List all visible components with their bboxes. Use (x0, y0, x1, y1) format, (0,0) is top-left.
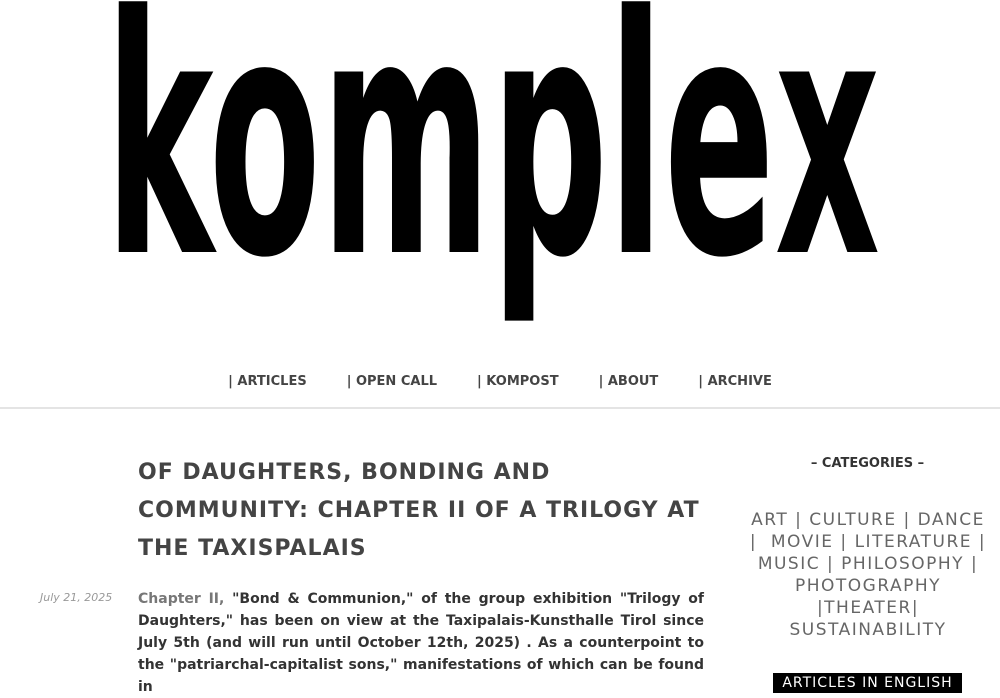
category-art[interactable]: ART (751, 510, 789, 530)
article-title[interactable]: OF DAUGHTERS, BONDING AND COMMUNITY: CHAPTER II OF A TRILOGY AT THE TAXISPALAIS (138, 460, 700, 561)
nav-kompost[interactable]: | KOMPOST (477, 374, 559, 389)
komplex-logo[interactable] (105, 0, 885, 325)
category-theater[interactable]: THEATER (824, 598, 912, 618)
article-date: July 21, 2025 (40, 591, 113, 604)
categories-list: ART | CULTURE | DANCE | MOVIE | LITERATURE | MUSIC | PHILOSOPHY | PHOTOGRAPHY |THEATER| SUSTAINABILITY (749, 510, 987, 640)
article-excerpt (138, 588, 704, 698)
article-lead: Chapter II, (138, 591, 225, 607)
category-sustainability[interactable]: SUSTAINABILITY (789, 620, 947, 640)
category-movie[interactable]: MOVIE (770, 532, 834, 552)
category-dance[interactable]: DANCE (917, 510, 985, 530)
nav-open-call[interactable]: | OPEN CALL (346, 374, 438, 389)
nav-archive[interactable]: | ARCHIVE (698, 374, 772, 389)
category-photography[interactable]: PHOTOGRAPHY (794, 576, 942, 596)
logo-text: komplex (105, 0, 880, 325)
category-culture[interactable]: CULTURE (809, 510, 897, 530)
nav-about[interactable]: | ABOUT (598, 374, 659, 389)
category-music[interactable]: MUSIC (757, 554, 821, 574)
category-philosophy[interactable]: PHILOSOPHY (841, 554, 965, 574)
nav-divider (0, 407, 1000, 409)
articles-in-english-banner[interactable]: ARTICLES IN ENGLISH (773, 673, 962, 693)
article-body: "Bond & Communion," of the group exhibition "Trilogy of Daughters," has been on view at the Taxipalais-Kunsthalle Tirol since July 5th (and will run until October 12th, 2025) . As a counterpoint to the "patriarchal-capitalist sons," manifestations of which can be found in (138, 591, 704, 695)
main-nav (0, 374, 1000, 389)
categories-heading: – CATEGORIES – (810, 456, 925, 471)
nav-articles[interactable]: | ARTICLES (228, 374, 307, 389)
category-literature[interactable]: LITERATURE (854, 532, 973, 552)
